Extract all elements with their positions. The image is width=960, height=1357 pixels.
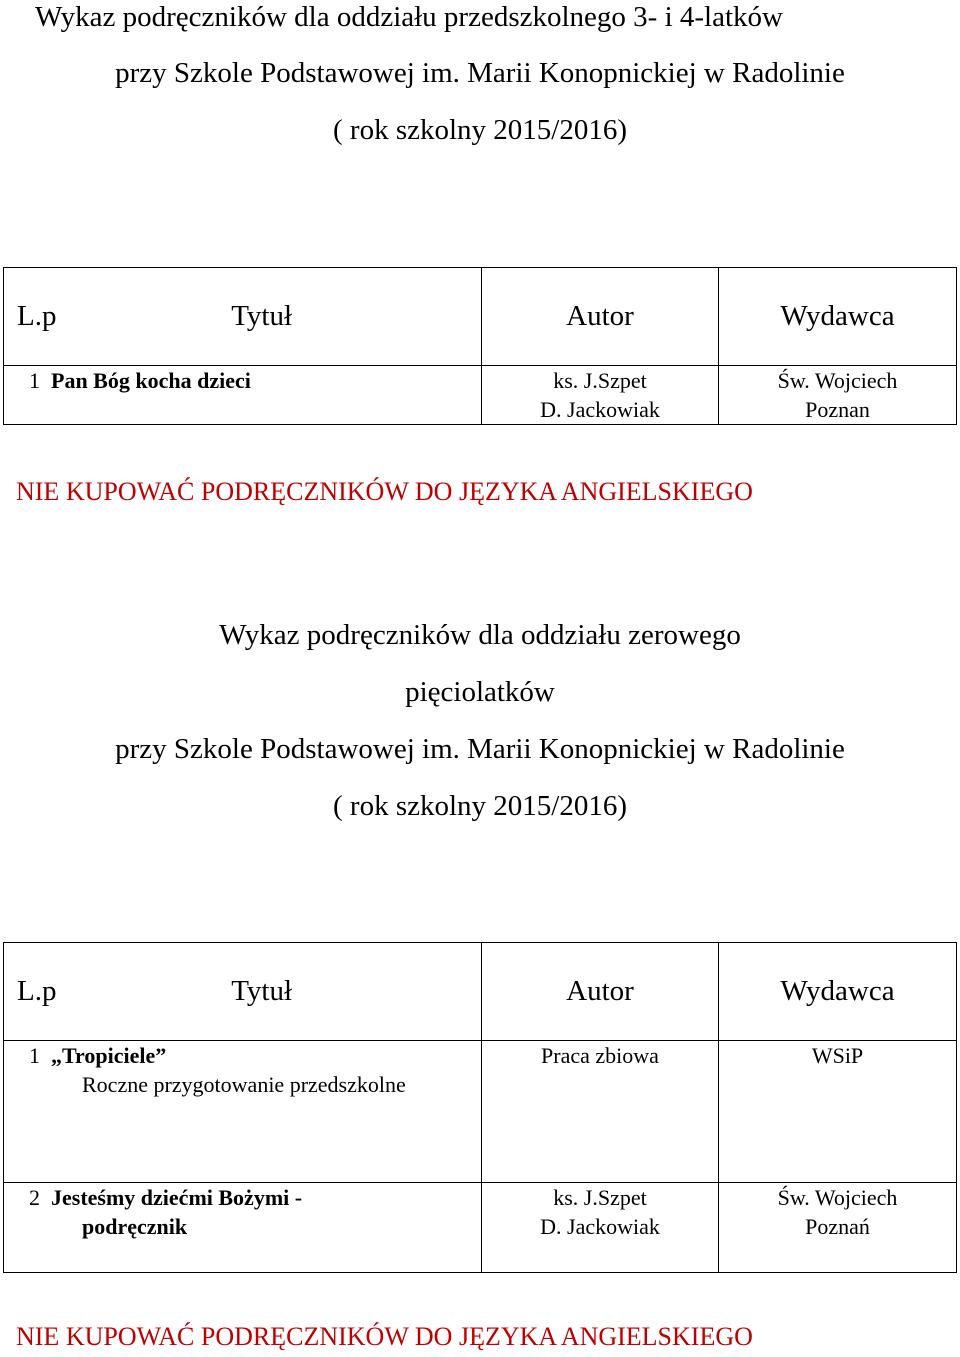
table-header-row bbox=[4, 268, 957, 366]
header-title: Tytuł bbox=[231, 300, 293, 332]
row-publisher-cell bbox=[719, 366, 957, 425]
row-publisher-cell: WSiP bbox=[719, 1041, 957, 1183]
header-lp: L.p bbox=[17, 300, 57, 332]
section1-title-line-1: Wykaz podręczników dla oddziału przedszkolnego 3- i 4-latków bbox=[35, 1, 783, 33]
table-row bbox=[4, 1041, 957, 1183]
row-number: 1 bbox=[29, 1043, 40, 1068]
row-publisher-cell bbox=[719, 1183, 957, 1273]
section1-textbook-table bbox=[3, 267, 957, 425]
section2-title-line-4: ( rok szkolny 2015/2016) bbox=[333, 790, 627, 822]
row-author-line: ks. J.Szpet bbox=[553, 1185, 647, 1210]
section2-title-line-3: przy Szkole Podstawowej im. Marii Konopnickiej w Radolinie bbox=[115, 733, 845, 765]
row-author-cell bbox=[482, 366, 719, 425]
header-author: Autor bbox=[482, 943, 719, 1041]
section1-title-line-2: przy Szkole Podstawowej im. Marii Konopnickiej w Radolinie bbox=[115, 57, 845, 89]
header-lp: L.p bbox=[17, 975, 57, 1007]
row-title-cell bbox=[4, 1183, 482, 1273]
row-publisher-line: Św. Wojciech bbox=[777, 1185, 898, 1210]
row-author-line: D. Jackowiak bbox=[540, 1214, 660, 1239]
section2-title-line-1: Wykaz podręczników dla oddziału zerowego bbox=[219, 619, 741, 651]
header-lp-title-cell bbox=[4, 943, 482, 1041]
header-title: Tytuł bbox=[231, 975, 293, 1007]
row-author-line: D. Jackowiak bbox=[540, 397, 660, 422]
section2-textbook-table bbox=[3, 942, 957, 1273]
table-header-row bbox=[4, 943, 957, 1041]
table-row bbox=[4, 1183, 957, 1273]
row-author-cell: Praca zbiowa bbox=[482, 1041, 719, 1183]
row-title-line: „Tropiciele” bbox=[51, 1043, 167, 1068]
row-title-cell bbox=[4, 1041, 482, 1183]
row-title: Pan Bóg kocha dzieci bbox=[51, 368, 251, 393]
header-publisher: Wydawca bbox=[719, 268, 957, 366]
row-title-line: podręcznik bbox=[82, 1214, 188, 1239]
header-publisher: Wydawca bbox=[719, 943, 957, 1041]
row-publisher-line: Poznań bbox=[805, 1214, 870, 1239]
header-lp-title-cell bbox=[4, 268, 482, 366]
header-author: Autor bbox=[482, 268, 719, 366]
row-title-line: Jesteśmy dziećmi Bożymi - bbox=[51, 1185, 303, 1210]
english-textbook-warning: NIE KUPOWAĆ PODRĘCZNIKÓW DO JĘZYKA ANGIELSKIEGO bbox=[16, 1322, 753, 1351]
row-number: 1 bbox=[29, 368, 40, 393]
row-publisher-line: Poznan bbox=[805, 397, 870, 422]
row-number: 2 bbox=[29, 1185, 40, 1210]
row-author-line: ks. J.Szpet bbox=[553, 368, 647, 393]
row-title-cell bbox=[4, 366, 482, 425]
english-textbook-warning: NIE KUPOWAĆ PODRĘCZNIKÓW DO JĘZYKA ANGIELSKIEGO bbox=[16, 477, 753, 506]
table-row bbox=[4, 366, 957, 425]
section1-title-line-3: ( rok szkolny 2015/2016) bbox=[333, 114, 627, 146]
row-author-cell bbox=[482, 1183, 719, 1273]
section2-title-line-2: pięciolatków bbox=[405, 676, 555, 708]
row-title-line: Roczne przygotowanie przedszkolne bbox=[82, 1072, 406, 1097]
row-publisher-line: Św. Wojciech bbox=[777, 368, 898, 393]
